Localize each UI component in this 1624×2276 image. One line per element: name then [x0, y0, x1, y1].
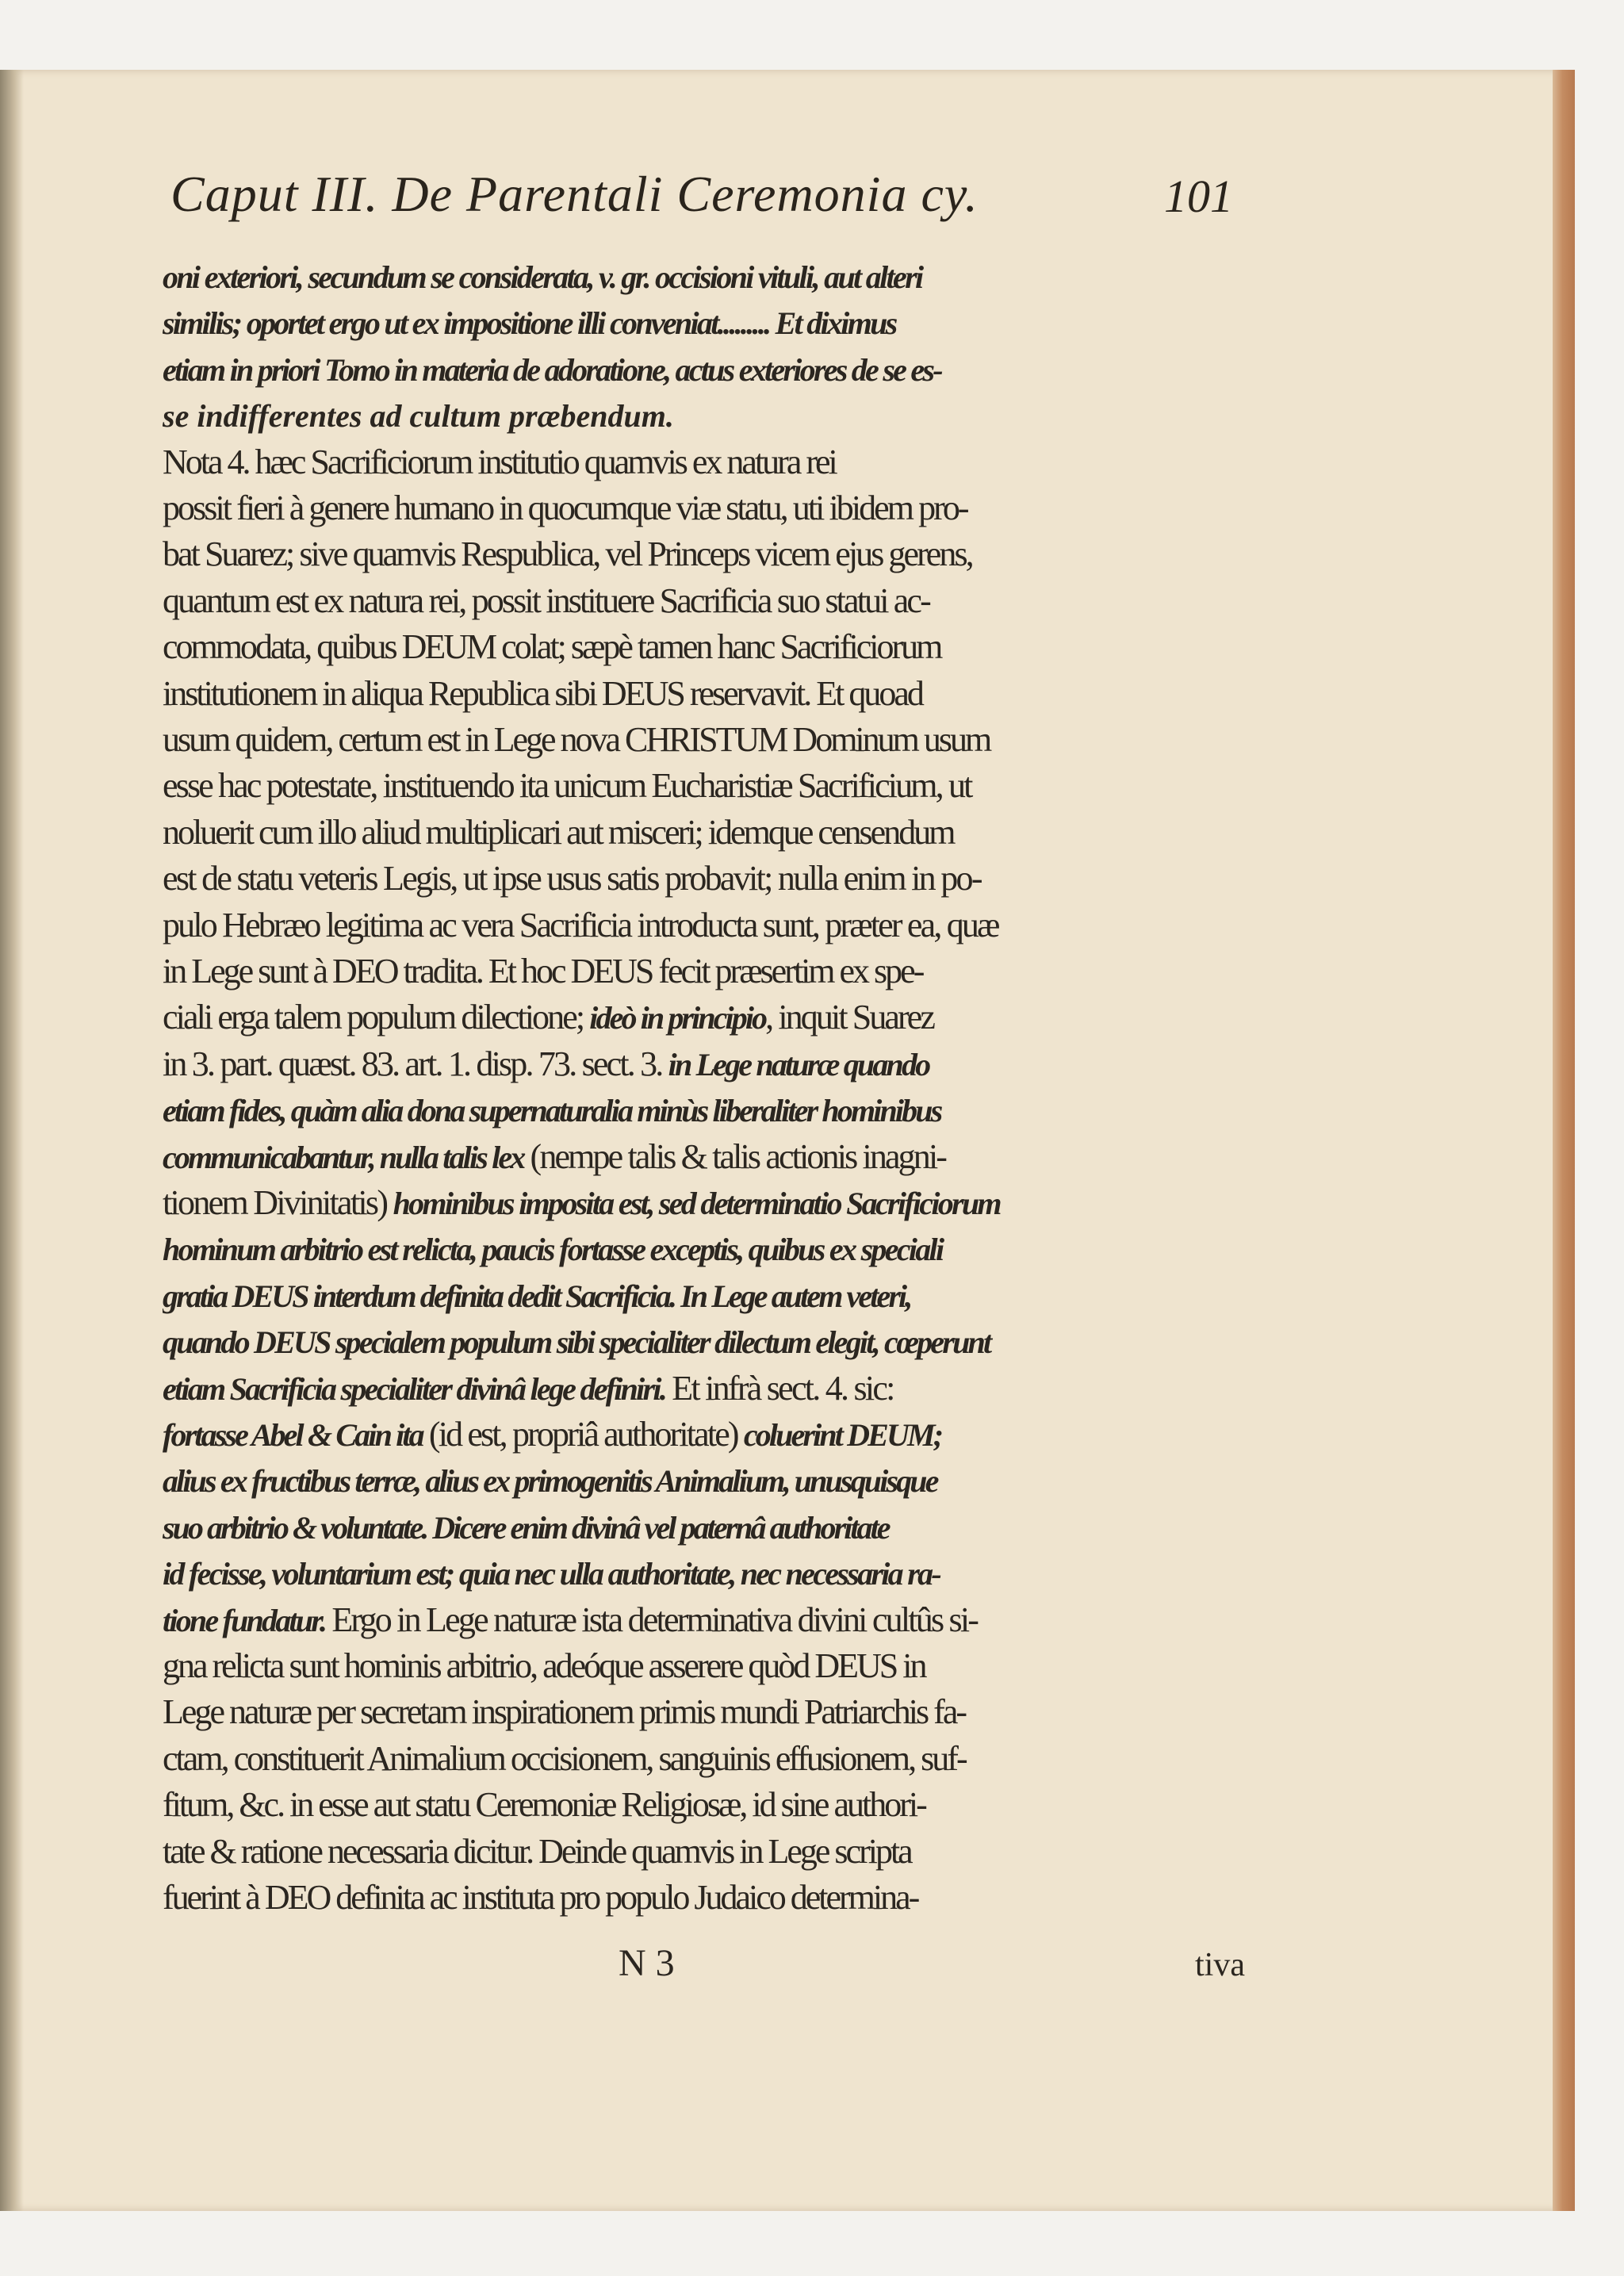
text-line	[163, 1643, 1400, 1689]
text-line	[163, 994, 1400, 1040]
text-line	[163, 856, 1400, 902]
italic-text-segment: etiam in priori Tomo in materia de adoratione, actus exteriores de se es-	[163, 351, 941, 388]
text-line	[163, 1134, 1400, 1180]
roman-text-segment: usum quidem, certum est in Lege nova CHRISTUM Dominum usum	[163, 720, 990, 759]
roman-text-segment: in Lege sunt à DEO tradita. Et hoc DEUS fecit præsertim ex spe-	[163, 952, 923, 990]
roman-text-segment: pulo Hebræo legitima ac vera Sacrificia introducta sunt, præter ea, quæ	[163, 905, 998, 945]
text-line	[163, 393, 1400, 439]
text-line	[163, 1689, 1400, 1735]
italic-text-segment: communicabantur, nulla talis lex	[163, 1139, 524, 1175]
signature-mark: N 3	[619, 1942, 675, 1984]
text-line	[163, 300, 1400, 346]
text-line	[163, 717, 1400, 763]
roman-text-segment: fuerint à DEO definita ac instituta pro populo Judaico determina-	[163, 1878, 918, 1917]
roman-text-segment: in 3. part. quæst. 83. art. 1. disp. 73. sect. 3.	[163, 1044, 668, 1083]
catchword: tiva	[1195, 1947, 1245, 1983]
italic-text-segment: etiam Sacrificia specialiter divinâ lege definiri.	[163, 1370, 666, 1407]
text-line	[163, 1504, 1400, 1550]
roman-text-segment: (id est, propriâ authoritate)	[422, 1415, 744, 1454]
roman-text-segment: bat Suarez; sive quamvis Respublica, vel Princeps vicem ejus gerens,	[163, 535, 972, 574]
text-line	[163, 439, 1400, 485]
roman-text-segment: Lege naturæ per secretam inspirationem primis mundi Patriarchis fa-	[163, 1692, 966, 1732]
italic-text-segment: tione fundatur.	[163, 1602, 326, 1638]
italic-text-segment: fortasse Abel & Cain ita	[163, 1417, 423, 1453]
text-line	[163, 1597, 1400, 1643]
roman-text-segment: esse hac potestate, instituendo ita unicum Eucharistiæ Sacrificium, ut	[163, 766, 971, 806]
roman-text-segment: commodata, quibus DEUM colat; sæpè tamen hanc Sacrificiorum	[163, 627, 941, 667]
text-line	[163, 1550, 1400, 1596]
text-line	[163, 485, 1400, 531]
italic-text-segment: hominibus imposita est, sed determinatio Sacrificiorum	[393, 1186, 1000, 1221]
roman-text-segment: ctam, constituerit Animalium occisionem, sanguinis effusionem, suf-	[163, 1738, 966, 1778]
italic-text-segment: etiam fides, quàm alia dona supernaturalia minùs liberaliter hominibus	[163, 1093, 941, 1129]
page-number: 101	[1164, 171, 1233, 222]
text-line	[163, 902, 1400, 948]
italic-text-segment: id fecisse, voluntarium est; quia nec ulla authoritate, nec necessaria ra-	[163, 1556, 940, 1592]
text-line	[163, 1366, 1400, 1412]
text-line	[163, 763, 1400, 809]
text-line	[163, 1458, 1400, 1504]
roman-text-segment: tionem Divinitatis)	[163, 1183, 393, 1222]
italic-text-segment: suo arbitrio & voluntate. Dicere enim divinâ vel paternâ authoritate	[163, 1509, 889, 1546]
text-line	[163, 1782, 1400, 1828]
text-line	[163, 254, 1400, 300]
roman-text-segment: est de statu veteris Legis, ut ipse usus satis probavit; nulla enim in po-	[163, 859, 981, 899]
text-line	[163, 1829, 1400, 1875]
roman-text-segment: ciali erga talem populum dilectione;	[163, 998, 590, 1037]
text-line	[163, 1875, 1400, 1921]
text-line	[163, 671, 1400, 717]
text-line	[163, 1087, 1400, 1133]
text-line	[163, 948, 1400, 994]
text-line	[163, 1273, 1400, 1319]
italic-text-segment: ideò in principio	[589, 1000, 766, 1036]
italic-text-segment: alius ex fructibus terræ, alius ex primogenitis Animalium, unusquisque	[163, 1463, 937, 1500]
roman-text-segment: noluerit cum illo aliud multiplicari aut misceri; idemque censendum	[163, 812, 954, 852]
roman-text-segment: quantum est ex natura rei, possit instituere Sacrificia suo statui ac-	[163, 580, 929, 620]
italic-text-segment: quando DEUS specialem populum sibi specialiter dilectum elegit, cœperunt	[163, 1324, 990, 1361]
page-gutter-shadow	[0, 70, 24, 2211]
italic-text-segment: in Lege naturæ quando	[668, 1046, 929, 1082]
roman-text-segment: , inquit Suarez	[765, 998, 934, 1037]
text-line	[163, 578, 1400, 624]
text-line	[163, 1226, 1400, 1272]
page-edge	[1553, 70, 1575, 2211]
text-line	[163, 1412, 1400, 1458]
page-header	[170, 165, 1233, 236]
roman-text-segment: Nota 4. hæc Sacrificiorum institutio quamvis ex natura rei	[163, 442, 836, 481]
italic-text-segment: gratia DEUS interdum definita dedit Sacrificia. In Lege autem veteri,	[163, 1278, 911, 1314]
italic-text-segment: hominum arbitrio est relicta, paucis fortasse exceptis, quibus ex speciali	[163, 1232, 943, 1268]
italic-text-segment: oni exteriori, secundum se considerata, v. gr. occisioni vituli, aut alteri	[163, 259, 922, 295]
roman-text-segment: possit fieri à genere humano in quocumque viæ statu, uti ibidem pro-	[163, 489, 967, 527]
running-title: Caput III. De Parentali Ceremonia cy.	[170, 166, 979, 222]
text-line	[163, 810, 1400, 856]
italic-text-segment: similis; oportet ergo ut ex impositione illi conveniat......... Et diximus	[163, 305, 896, 342]
roman-text-segment: (nempe talis & talis actionis inagni-	[523, 1136, 946, 1176]
roman-text-segment: gna relicta sunt hominis arbitrio, adeóque asserere quòd DEUS in	[163, 1646, 925, 1685]
text-line	[163, 347, 1400, 393]
page-footer	[619, 1941, 1253, 1989]
roman-text-segment: Ergo in Lege naturæ ista determinativa divini cultûs si-	[325, 1600, 978, 1639]
text-line	[163, 1041, 1400, 1087]
text-line	[163, 624, 1400, 670]
italic-text-segment: se indifferentes ad cultum præbendum.	[163, 398, 674, 435]
italic-text-segment: coluerint DEUM;	[743, 1417, 942, 1453]
text-line	[163, 1180, 1400, 1226]
text-line	[163, 1736, 1400, 1782]
roman-text-segment: fitum, &c. in esse aut statu Ceremoniæ Religiosæ, id sine authori-	[163, 1785, 925, 1825]
roman-text-segment: institutionem in aliqua Republica sibi DEUS reservavit. Et quoad	[163, 673, 922, 713]
text-line	[163, 1319, 1400, 1365]
text-line	[163, 531, 1400, 577]
roman-text-segment: tate & ratione necessaria dicitur. Deinde quamvis in Lege scripta	[163, 1831, 911, 1871]
roman-text-segment: Et infrà sect. 4. sic:	[665, 1368, 894, 1408]
